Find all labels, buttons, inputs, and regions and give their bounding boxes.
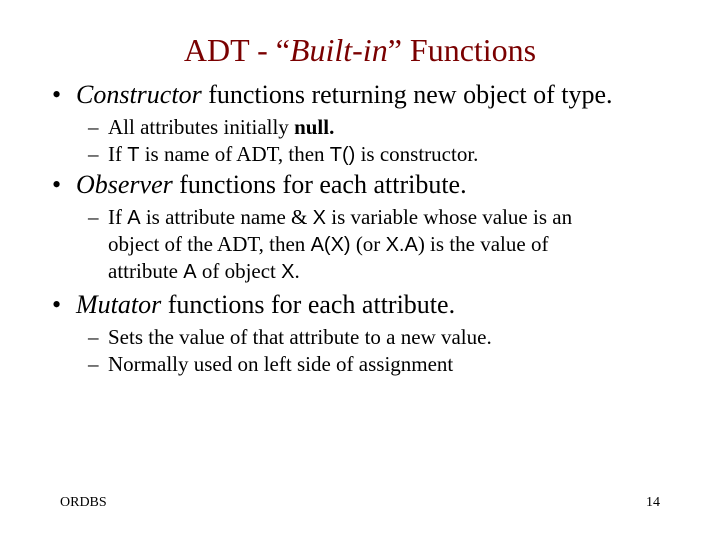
sub-text-part: attribute [108,259,184,283]
page-number: 14 [646,495,660,510]
sub-text-part: All attributes initially [108,115,295,139]
bullet-text [76,80,613,110]
bullet-rest: functions for each attribute. [172,170,467,199]
sub-text-part: If [108,142,128,166]
sub-text-part: . [294,259,300,283]
sub-bullet-text [108,231,548,258]
sub-text-part: (or [350,232,386,256]
sub-bullet-text [108,258,300,285]
bullet-text [76,290,455,320]
sub-bullet-marker: – [88,325,99,349]
bullet-marker: • [52,290,62,319]
sub-bullet-text [108,114,334,140]
sub-bullet-text [108,141,478,168]
sub-text-part: is constructor. [355,142,479,166]
bullet-term: Observer [76,170,173,199]
sub-bullet-text: Normally used on left side of assignment [108,352,454,376]
code-token: X [281,261,295,283]
code-token: A [127,207,141,229]
sub-text-part: object of the ADT, then [108,232,311,256]
sub-text-part: is name of ADT, then [139,142,330,166]
sub-bullet-marker: – [88,205,99,229]
sub-text-bold: null. [294,115,335,139]
slide-title [0,30,720,70]
sub-text-part: is variable whose value is an [325,205,573,229]
title-emphasis: Built-in [289,32,388,68]
sub-text-part: ) is the value of [417,232,549,256]
code-token: T [127,144,140,166]
sub-text-part: is attribute name & [140,205,313,229]
sub-bullet-marker: – [88,352,99,376]
sub-text-part: of object [196,259,282,283]
code-token: T() [329,144,356,166]
slide-title-text: ADT - “Built-in” Functions [183,32,537,68]
bullet-marker: • [52,170,62,199]
sub-bullet-marker: – [88,115,99,139]
code-token: X [312,207,326,229]
code-token: A(X) [310,234,351,256]
code-token: A [183,261,197,283]
bullet-rest: functions for each attribute. [161,290,456,319]
sub-bullet-text [108,204,572,231]
bullet-text [76,170,467,200]
footer-label: ORDBS [60,495,107,510]
bullet-term: Constructor [76,80,202,109]
bullet-marker: • [52,80,62,109]
sub-bullet-text: Sets the value of that attribute to a new value. [108,325,492,349]
code-token: X.A [385,234,418,256]
bullet-rest: functions returning new object of type. [201,80,613,109]
bullet-term: Mutator [76,290,162,319]
sub-bullet-marker: – [88,142,99,166]
sub-text-part: If [108,205,128,229]
